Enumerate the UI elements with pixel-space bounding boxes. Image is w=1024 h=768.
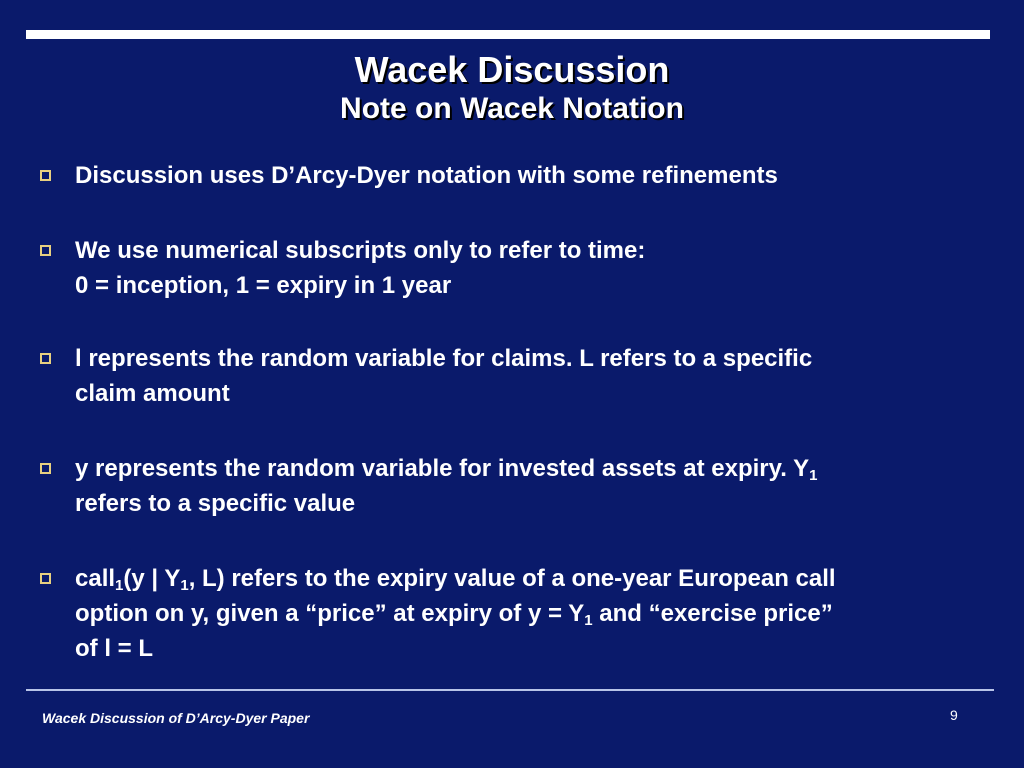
bullet-item xyxy=(36,341,976,411)
bullet-text-continued: and “exercise price” xyxy=(592,600,833,627)
bullet-item xyxy=(36,233,976,303)
bullet-item xyxy=(36,561,976,666)
footer-text: Wacek Discussion of D’Arcy-Dyer Paper xyxy=(42,710,310,726)
bottom-rule xyxy=(26,689,994,691)
bullet-text: We use numerical subscripts only to refer to time: xyxy=(75,237,646,264)
square-bullet-icon xyxy=(40,463,51,474)
bullet-text: call xyxy=(75,565,116,592)
slide-subtitle: Note on Wacek Notation xyxy=(340,92,684,125)
bullet-text: (y | Y xyxy=(123,565,181,592)
title-block xyxy=(0,48,1024,126)
bullet-text-continued: option on y, given a “price” at expiry of y = Y xyxy=(75,600,585,627)
subscript: 1 xyxy=(584,612,593,629)
subscript: 1 xyxy=(115,577,124,594)
square-bullet-icon xyxy=(40,245,51,256)
bullet-text: represents the random variable for claims. L refers to a specific xyxy=(81,345,813,372)
bullet-text-continued: claim amount xyxy=(75,380,230,407)
bullet-text: Discussion uses D’Arcy-Dyer notation with some refinements xyxy=(75,162,778,189)
bullet-text-continued: 0 = inception, 1 = expiry in 1 year xyxy=(75,272,452,299)
bullet-text: , L) refers to the expiry value of a one-year European call xyxy=(188,565,836,592)
bullet-text: y represents the random variable for invested assets at expiry. Y xyxy=(75,455,810,482)
top-rule xyxy=(26,30,990,39)
slide-title: Wacek Discussion xyxy=(354,49,670,90)
square-bullet-icon xyxy=(40,573,51,584)
bullet-text-continued: refers to a specific value xyxy=(75,490,356,517)
bullet-item xyxy=(36,451,976,521)
bullet-item xyxy=(36,158,976,193)
bullet-text-continued: of l = L xyxy=(75,635,153,662)
variable-symbol: l xyxy=(75,345,82,372)
subscript: 1 xyxy=(180,577,189,594)
bullet-list xyxy=(36,158,976,666)
square-bullet-icon xyxy=(40,170,51,181)
subscript: 1 xyxy=(809,467,818,484)
square-bullet-icon xyxy=(40,353,51,364)
page-number: 9 xyxy=(950,707,958,723)
